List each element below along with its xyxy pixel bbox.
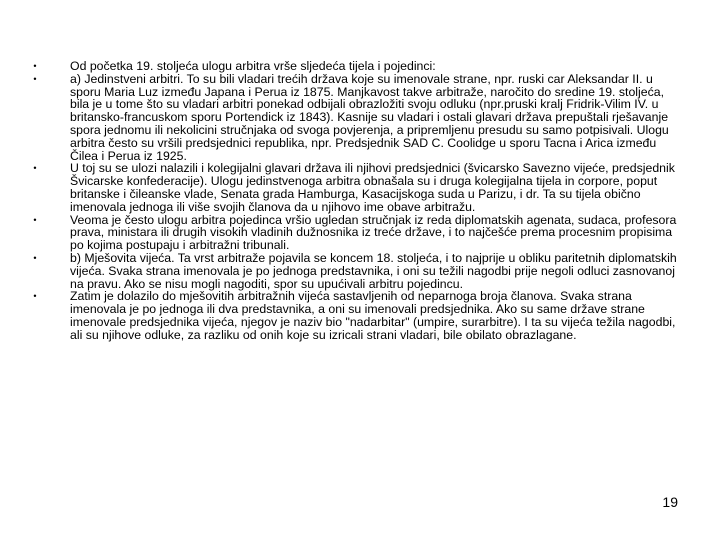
bullet-text: b) Mješovita vijeća. Ta vrst arbitraže pojavila se koncem 18. stoljeća, i to najprije u obliku paritetnih diplomatskih vijeća. Svaka strana imenovala je po jednoga predstavnika, i oni su težili nagodbi prije negoli odluci zasnovanoj na pravu. Ako se nisu mogli nagoditi, spor su upućivali arbitru pojedincu. bbox=[70, 250, 677, 291]
bullet-text: U toj su se ulozi nalazili i kolegijalni glavari država ili njihovi predsjednici (švicarsko Savezno vijeće, predsjednik Švicarske konfederacije). Ulogu jedinstvenoga arbitra obnašala su i druga kolegijalna tijela in corpore, poput britanske i čileanske vlade, Senata grada Hamburga, Kasacijskoga suda u Parizu, i dr. Ta su tijela obično imenovala jednoga ili više svojih članova da u njihovo ime obave arbitražu. bbox=[70, 161, 675, 214]
list-item bbox=[30, 73, 680, 163]
bullet-icon: • bbox=[33, 252, 37, 263]
bullet-text: a) Jedinstveni arbitri. To su bili vladari trećih država koje su imenovale strane, npr. ruski car Aleksandar II. u sporu Maria Luz između Japana i Perua iz 1875. Manjkavost takve arbitraže, naročito do sredine 19. stoljeća, bila je u tome što su vladari arbitri ponekad odbijali obrazložiti svoju odluku (npr.pruski kralj Fridrik-Vilim IV. u britansko-francuskom sporu Portendick iz 1843). Kasnije su vladari i ostali glavari država prepuštali rješavanje spora jednomu ili nekolicini stručnjaka od svoga povjerenja, a pripremljenu presudu su samo potpisivali. Ulogu arbitra često su vršili predsjednici republika, npr. Predsjednik SAD C. Coolidge u sporu Tacna i Arica između Čilea i Perua iz 1925. bbox=[70, 71, 669, 163]
list-item bbox=[30, 214, 680, 252]
list-item bbox=[30, 252, 680, 290]
bullet-icon: • bbox=[33, 61, 37, 71]
bullet-text: Od početka 19. stoljeća ulogu arbitra vrše sljedeća tijela i pojedinci: bbox=[70, 59, 436, 73]
bullet-list bbox=[30, 60, 680, 342]
bullet-icon: • bbox=[33, 163, 37, 174]
list-item bbox=[30, 290, 680, 341]
bullet-icon: • bbox=[33, 73, 37, 84]
bullet-icon: • bbox=[33, 214, 37, 225]
bullet-text: Zatim je dolazilo do mješovitih arbitražnih vijeća sastavljenih od neparnoga broja članova. Svaka strana imenovala je po jednoga ili dva predstavnika, a oni su imenovali predsjednika. Ako su same države strane imenovale predsjednika vijeća, njegov je naziv bio "nadarbitar" (umpire, surarbitre). I ta su vijeća težila nagodbi, ali su njihove odluke, za razliku od onih koje su izricali strani vladari, bile obilato obrazlagane. bbox=[70, 289, 676, 342]
bullet-text: Veoma je često ulogu arbitra pojedinca vršio ugledan stručnjak iz reda diplomatskih agenata, sudaca, profesora prava, ministara ili drugih visokih vladinih dužnosnika iz treće države, i to najčešće prema procesnim propisima po kojima postupaju i arbitražni tribunali. bbox=[70, 212, 677, 253]
list-item bbox=[30, 162, 680, 213]
bullet-icon: • bbox=[33, 291, 37, 302]
list-item bbox=[30, 60, 680, 73]
page-number: 19 bbox=[662, 494, 678, 510]
